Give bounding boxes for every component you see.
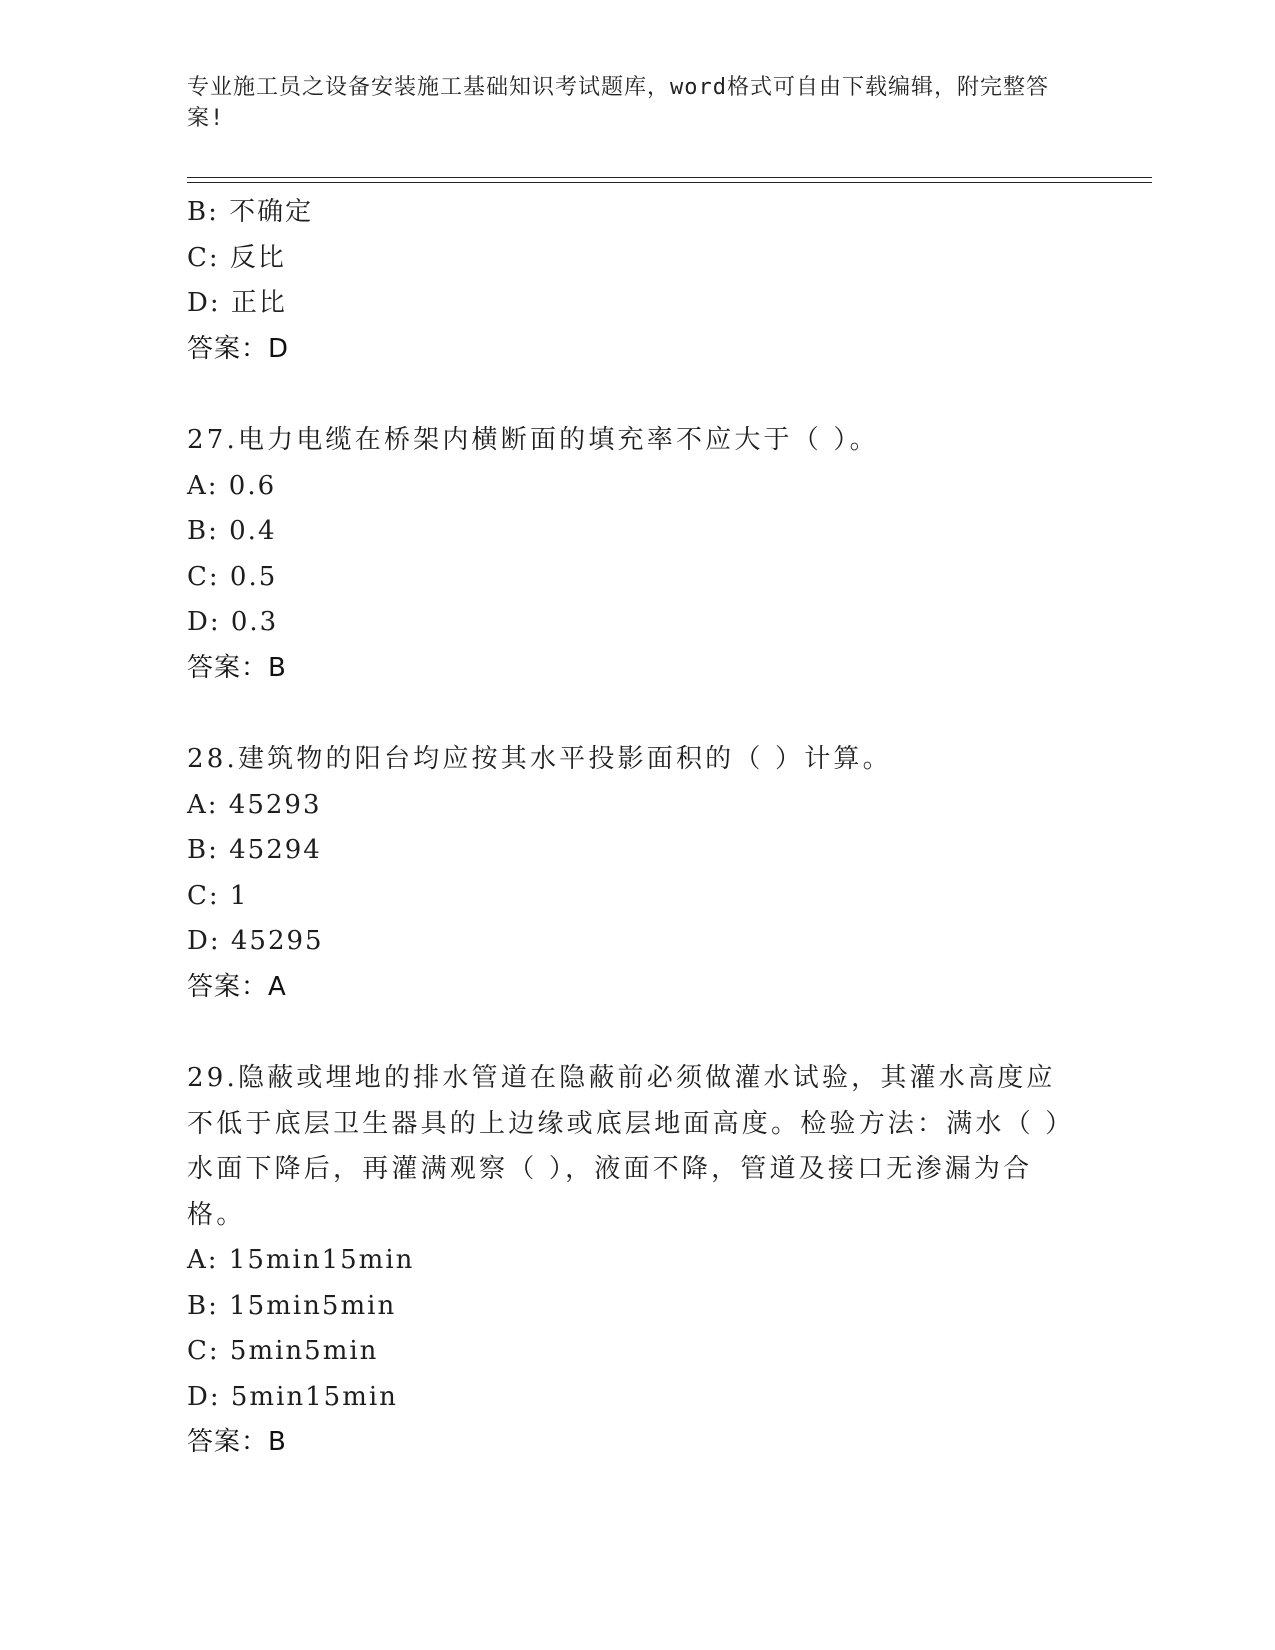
question-29	[187, 1056, 1087, 1466]
option-b: B: 45294	[187, 835, 322, 865]
spacer	[187, 1010, 1087, 1056]
question-26-continued	[187, 190, 1087, 372]
option-c: C: 0.5	[187, 561, 278, 592]
question-text: 29.隐蔽或埋地的排水管道在隐蔽前必须做灌水试验，其灌水高度应不低于底层卫生器具的上边缘或底层地面高度。检验方法：满水（ ）水面下降后，再灌满观察（ ），液面不降，管道及接口无渗漏为合格。	[187, 1063, 1062, 1230]
option-a: A: 45293	[187, 789, 322, 820]
spacer	[187, 691, 1087, 737]
question-27	[187, 418, 1087, 691]
question-list	[187, 190, 1087, 1466]
option-a: A: 15min15min	[187, 1245, 415, 1275]
option-a: A: 0.6	[187, 470, 277, 501]
header-divider-bottom	[187, 182, 1152, 183]
option-d: D: 5min15min	[187, 1381, 398, 1412]
option-c: C: 5min5min	[187, 1336, 379, 1366]
option-c: C: 1	[187, 880, 249, 911]
option-c: C: 反比	[187, 242, 286, 273]
header-divider-top	[187, 177, 1152, 178]
answer-line: 答案：A	[187, 971, 287, 1002]
option-d: D: 正比	[187, 288, 287, 318]
question-text: 27.电力电缆在桥架内横断面的填充率不应大于（ ）。	[187, 425, 879, 455]
spacer	[187, 372, 1087, 418]
option-b: B: 0.4	[187, 516, 277, 546]
answer-line: 答案：B	[187, 1427, 287, 1457]
document-header: 专业施工员之设备安装施工基础知识考试题库，word格式可自由下载编辑，附完整答案!	[187, 75, 1049, 131]
answer-line: 答案：B	[187, 652, 287, 683]
option-d: D: 45295	[187, 926, 324, 956]
option-d: D: 0.3	[187, 607, 279, 637]
question-text: 28.建筑物的阳台均应按其水平投影面积的（ ）计算。	[187, 744, 892, 774]
answer-line: 答案：D	[187, 333, 290, 364]
option-b: B: 不确定	[187, 197, 314, 227]
question-28	[187, 737, 1087, 1010]
option-b: B: 15min5min	[187, 1290, 397, 1321]
